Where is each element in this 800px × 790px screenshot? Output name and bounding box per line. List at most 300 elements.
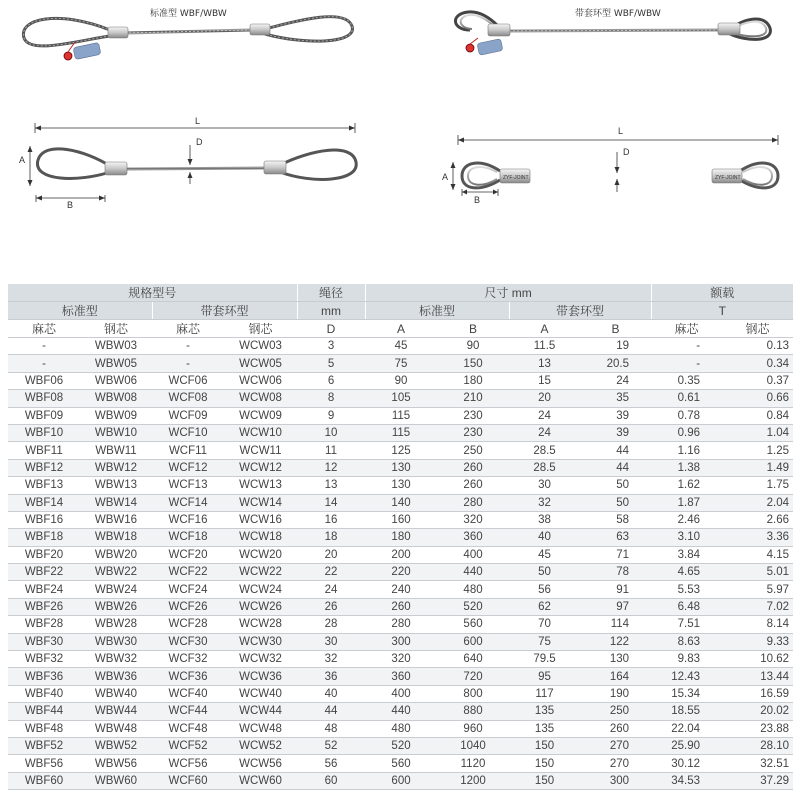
thimble-B-cell: 130: [580, 651, 651, 668]
thimble-hemp-model-cell: WCF14: [152, 494, 224, 511]
steel-model-cell: WBW30: [80, 633, 152, 650]
steel-model-cell: WBW32: [80, 651, 152, 668]
header-T: T: [651, 302, 793, 320]
header-mm: mm: [297, 302, 365, 320]
load-hemp-cell: 34.53: [651, 772, 722, 789]
hemp-model-cell: -: [8, 338, 80, 355]
rope-diameter-cell: 6: [297, 372, 365, 389]
standard-A-cell: 115: [365, 424, 437, 441]
thimble-B-cell: 91: [580, 581, 651, 598]
hemp-model-cell: WBF28: [8, 616, 80, 633]
load-steel-cell: 16.59: [722, 685, 793, 702]
rope-diameter-cell: 9: [297, 407, 365, 424]
rope-diameter-cell: 52: [297, 737, 365, 754]
hemp-model-cell: WBF20: [8, 546, 80, 563]
hemp-model-cell: WBF48: [8, 720, 80, 737]
table-row: [8, 529, 793, 546]
rope-diameter-cell: 30: [297, 633, 365, 650]
steel-model-cell: WBW06: [80, 372, 152, 389]
thimble-B-cell: 270: [580, 755, 651, 772]
hemp-model-cell: WBF09: [8, 407, 80, 424]
header-load-steel: 钢芯: [722, 320, 793, 338]
load-steel-cell: 0.34: [722, 355, 793, 372]
rope-diameter-cell: 10: [297, 424, 365, 441]
steel-model-cell: WBW52: [80, 737, 152, 754]
load-steel-cell: 5.01: [722, 564, 793, 581]
rope-diameter-cell: 12: [297, 459, 365, 476]
hemp-model-cell: WBF36: [8, 668, 80, 685]
hemp-model-cell: WBF32: [8, 651, 80, 668]
thimble-steel-model-cell: WCW40: [224, 685, 297, 702]
steel-model-cell: WBW56: [80, 755, 152, 772]
table-row: [8, 581, 793, 598]
table-row: [8, 772, 793, 789]
standard-B-cell: 640: [437, 651, 509, 668]
rope-diameter-cell: 18: [297, 529, 365, 546]
thimble-B-cell: 63: [580, 529, 651, 546]
steel-model-cell: WBW10: [80, 424, 152, 441]
standard-B-cell: 880: [437, 703, 509, 720]
load-hemp-cell: 7.51: [651, 616, 722, 633]
load-steel-cell: 0.66: [722, 390, 793, 407]
thimble-hemp-model-cell: WCF20: [152, 546, 224, 563]
load-steel-cell: 5.97: [722, 581, 793, 598]
standard-A-cell: 90: [365, 372, 437, 389]
thimble-A-cell: 28.5: [509, 459, 580, 476]
header-standard: 标准型: [8, 302, 152, 320]
steel-model-cell: WBW03: [80, 338, 152, 355]
thimble-B-cell: 164: [580, 668, 651, 685]
standard-A-cell: 130: [365, 459, 437, 476]
standard-B-cell: 180: [437, 372, 509, 389]
rope-diameter-cell: 13: [297, 477, 365, 494]
thimble-steel-model-cell: WCW48: [224, 720, 297, 737]
table-row: [8, 372, 793, 389]
header-D: D: [297, 320, 365, 338]
standard-B-cell: 720: [437, 668, 509, 685]
thimble-hemp-model-cell: -: [152, 355, 224, 372]
thimble-steel-model-cell: WCW44: [224, 703, 297, 720]
header-row-2: [8, 302, 793, 320]
thimble-steel-model-cell: WCW30: [224, 633, 297, 650]
standard-A-cell: 130: [365, 477, 437, 494]
header-steel: 钢芯: [80, 320, 152, 338]
spec-table: [8, 284, 793, 790]
dim-B-right: B: [474, 195, 481, 205]
thimble-A-cell: 150: [509, 737, 580, 754]
load-hemp-cell: 4.65: [651, 564, 722, 581]
thimble-steel-model-cell: WCW22: [224, 564, 297, 581]
load-hemp-cell: 18.55: [651, 703, 722, 720]
standard-B-cell: 520: [437, 598, 509, 615]
load-hemp-cell: 15.34: [651, 685, 722, 702]
thimble-A-cell: 30: [509, 477, 580, 494]
steel-model-cell: WBW20: [80, 546, 152, 563]
thimble-B-cell: 270: [580, 737, 651, 754]
thimble-A-cell: 79.5: [509, 651, 580, 668]
load-steel-cell: 1.04: [722, 424, 793, 441]
load-hemp-cell: 0.96: [651, 424, 722, 441]
thimble-hemp-model-cell: WCF30: [152, 633, 224, 650]
rope-diameter-cell: 24: [297, 581, 365, 598]
header-load-hemp: 麻芯: [651, 320, 722, 338]
load-hemp-cell: 22.04: [651, 720, 722, 737]
standard-A-cell: 240: [365, 581, 437, 598]
standard-B-cell: 480: [437, 581, 509, 598]
thimble-hemp-model-cell: WCF18: [152, 529, 224, 546]
load-hemp-cell: 8.63: [651, 633, 722, 650]
thimble-hemp-model-cell: WCF32: [152, 651, 224, 668]
standard-B-cell: 320: [437, 511, 509, 528]
hemp-model-cell: WBF24: [8, 581, 80, 598]
standard-B-cell: 260: [437, 459, 509, 476]
thimble-steel-model-cell: WCW14: [224, 494, 297, 511]
table-row: [8, 355, 793, 372]
standard-A-cell: 300: [365, 633, 437, 650]
thimble-steel-model-cell: WCW10: [224, 424, 297, 441]
header-B: B: [437, 320, 509, 338]
figures-area: [0, 0, 800, 285]
load-hemp-cell: 1.87: [651, 494, 722, 511]
load-hemp-cell: 0.78: [651, 407, 722, 424]
load-hemp-cell: 0.35: [651, 372, 722, 389]
thimble-B-cell: 44: [580, 459, 651, 476]
steel-model-cell: WBW26: [80, 598, 152, 615]
table-row: [8, 390, 793, 407]
standard-A-cell: 75: [365, 355, 437, 372]
standard-B-cell: 800: [437, 685, 509, 702]
standard-A-cell: 115: [365, 407, 437, 424]
standard-B-cell: 210: [437, 390, 509, 407]
standard-A-cell: 105: [365, 390, 437, 407]
table-row: [8, 651, 793, 668]
thimble-A-cell: 150: [509, 772, 580, 789]
steel-model-cell: WBW24: [80, 581, 152, 598]
hemp-model-cell: WBF16: [8, 511, 80, 528]
load-steel-cell: 23.88: [722, 720, 793, 737]
thimble-steel-model-cell: WCW24: [224, 581, 297, 598]
load-steel-cell: 4.15: [722, 546, 793, 563]
dim-B-left: B: [67, 200, 74, 210]
hemp-model-cell: WBF44: [8, 703, 80, 720]
spec-table-body: [8, 338, 793, 790]
thimble-sling-photo: [455, 12, 770, 55]
standard-B-cell: 360: [437, 529, 509, 546]
standard-B-cell: 1040: [437, 737, 509, 754]
thimble-steel-model-cell: WCW12: [224, 459, 297, 476]
load-hemp-cell: 5.53: [651, 581, 722, 598]
thimble-B-cell: 250: [580, 703, 651, 720]
header-A-thimble: A: [509, 320, 580, 338]
load-steel-cell: 0.37: [722, 372, 793, 389]
steel-model-cell: WBW44: [80, 703, 152, 720]
thimble-steel-model-cell: WCW28: [224, 616, 297, 633]
hemp-model-cell: WBF08: [8, 390, 80, 407]
hemp-model-cell: WBF11: [8, 442, 80, 459]
load-steel-cell: 0.13: [722, 338, 793, 355]
thimble-B-cell: 71: [580, 546, 651, 563]
steel-model-cell: WBW28: [80, 616, 152, 633]
thimble-A-cell: 50: [509, 564, 580, 581]
load-steel-cell: 32.51: [722, 755, 793, 772]
standard-B-cell: 260: [437, 477, 509, 494]
standard-B-cell: 560: [437, 616, 509, 633]
standard-A-cell: 320: [365, 651, 437, 668]
standard-A-cell: 160: [365, 511, 437, 528]
load-steel-cell: 1.75: [722, 477, 793, 494]
thimble-A-cell: 117: [509, 685, 580, 702]
rope-diameter-cell: 44: [297, 703, 365, 720]
steel-model-cell: WBW16: [80, 511, 152, 528]
steel-model-cell: WBW48: [80, 720, 152, 737]
hemp-model-cell: WBF60: [8, 772, 80, 789]
dim-D-right: D: [623, 147, 630, 157]
table-row: [8, 720, 793, 737]
steel-model-cell: WBW11: [80, 442, 152, 459]
table-row: [8, 407, 793, 424]
load-hemp-cell: 1.16: [651, 442, 722, 459]
steel-model-cell: WBW09: [80, 407, 152, 424]
standard-B-cell: 90: [437, 338, 509, 355]
rope-diameter-cell: 60: [297, 772, 365, 789]
thimble-B-cell: 190: [580, 685, 651, 702]
standard-A-cell: 400: [365, 685, 437, 702]
thimble-B-cell: 300: [580, 772, 651, 789]
load-steel-cell: 3.36: [722, 529, 793, 546]
steel-model-cell: WBW08: [80, 390, 152, 407]
thimble-steel-model-cell: WCW36: [224, 668, 297, 685]
thimble-steel-model-cell: WCW18: [224, 529, 297, 546]
table-row: [8, 633, 793, 650]
thimble-hemp-model-cell: WCF36: [152, 668, 224, 685]
thimble-B-cell: 24: [580, 372, 651, 389]
steel-model-cell: WBW13: [80, 477, 152, 494]
dim-L-left: L: [195, 116, 201, 126]
header-hemp-thimble: 麻芯: [152, 320, 224, 338]
standard-B-cell: 150: [437, 355, 509, 372]
load-steel-cell: 1.49: [722, 459, 793, 476]
thimble-A-cell: 56: [509, 581, 580, 598]
standard-type-label: 标准型 WBF/WBW: [150, 9, 227, 19]
rope-diameter-cell: 26: [297, 598, 365, 615]
load-steel-cell: 28.10: [722, 737, 793, 754]
rope-diameter-cell: 14: [297, 494, 365, 511]
thimble-A-cell: 15: [509, 372, 580, 389]
standard-B-cell: 250: [437, 442, 509, 459]
steel-model-cell: WBW60: [80, 772, 152, 789]
thimble-steel-model-cell: WCW06: [224, 372, 297, 389]
thimble-A-cell: 95: [509, 668, 580, 685]
load-steel-cell: 7.02: [722, 598, 793, 615]
load-steel-cell: 37.29: [722, 772, 793, 789]
thimble-hemp-model-cell: WCF40: [152, 685, 224, 702]
thimble-hemp-model-cell: WCF52: [152, 737, 224, 754]
thimble-A-cell: 40: [509, 529, 580, 546]
thimble-steel-model-cell: WCW08: [224, 390, 297, 407]
thimble-B-cell: 19: [580, 338, 651, 355]
table-row: [8, 737, 793, 754]
hemp-model-cell: WBF52: [8, 737, 80, 754]
table-row: [8, 511, 793, 528]
sleeve-mark-left: ZYF-JOINT: [503, 175, 529, 181]
standard-A-cell: 440: [365, 703, 437, 720]
rope-diameter-cell: 5: [297, 355, 365, 372]
load-steel-cell: 8.14: [722, 616, 793, 633]
load-hemp-cell: 3.10: [651, 529, 722, 546]
thimble-A-cell: 24: [509, 424, 580, 441]
rope-diameter-cell: 28: [297, 616, 365, 633]
hemp-model-cell: WBF30: [8, 633, 80, 650]
load-hemp-cell: -: [651, 338, 722, 355]
dim-D-left: D: [196, 137, 203, 147]
thimble-hemp-model-cell: WCF26: [152, 598, 224, 615]
rope-diameter-cell: 40: [297, 685, 365, 702]
load-hemp-cell: -: [651, 355, 722, 372]
steel-model-cell: WBW22: [80, 564, 152, 581]
thimble-A-cell: 45: [509, 546, 580, 563]
header-hemp: 麻芯: [8, 320, 80, 338]
steel-model-cell: WBW18: [80, 529, 152, 546]
thimble-hemp-model-cell: WCF06: [152, 372, 224, 389]
load-steel-cell: 1.25: [722, 442, 793, 459]
thimble-steel-model-cell: WCW26: [224, 598, 297, 615]
table-row: [8, 477, 793, 494]
thimble-A-cell: 75: [509, 633, 580, 650]
standard-A-cell: 125: [365, 442, 437, 459]
standard-B-cell: 440: [437, 564, 509, 581]
thimble-B-cell: 39: [580, 424, 651, 441]
rope-diameter-cell: 22: [297, 564, 365, 581]
standard-sling-photo: [23, 17, 352, 60]
table-row: [8, 459, 793, 476]
thimble-A-cell: 150: [509, 755, 580, 772]
thimble-B-cell: 50: [580, 494, 651, 511]
steel-model-cell: WBW14: [80, 494, 152, 511]
thimble-A-cell: 62: [509, 598, 580, 615]
thimble-steel-model-cell: WCW09: [224, 407, 297, 424]
header-A: A: [365, 320, 437, 338]
standard-A-cell: 280: [365, 616, 437, 633]
header-size-standard: 标准型: [365, 302, 509, 320]
thimble-B-cell: 260: [580, 720, 651, 737]
dim-L-right: L: [618, 126, 624, 136]
rope-diameter-cell: 36: [297, 668, 365, 685]
steel-model-cell: WBW40: [80, 685, 152, 702]
standard-A-cell: 480: [365, 720, 437, 737]
load-steel-cell: 9.33: [722, 633, 793, 650]
standard-A-cell: 560: [365, 755, 437, 772]
load-hemp-cell: 12.43: [651, 668, 722, 685]
thimble-dimension-drawing: [442, 126, 778, 205]
thimble-hemp-model-cell: WCF16: [152, 511, 224, 528]
steel-model-cell: WBW05: [80, 355, 152, 372]
rope-diameter-cell: 3: [297, 338, 365, 355]
standard-B-cell: 230: [437, 407, 509, 424]
load-hemp-cell: 6.48: [651, 598, 722, 615]
load-steel-cell: 20.02: [722, 703, 793, 720]
thimble-steel-model-cell: WCW05: [224, 355, 297, 372]
thimble-A-cell: 13: [509, 355, 580, 372]
dim-A-left: A: [19, 155, 26, 165]
thimble-steel-model-cell: WCW11: [224, 442, 297, 459]
thimble-hemp-model-cell: WCF09: [152, 407, 224, 424]
load-steel-cell: 2.04: [722, 494, 793, 511]
thimble-B-cell: 114: [580, 616, 651, 633]
load-hemp-cell: 9.83: [651, 651, 722, 668]
thimble-B-cell: 39: [580, 407, 651, 424]
load-steel-cell: 0.84: [722, 407, 793, 424]
thimble-type-label: 带套环型 WBF/WBW: [575, 9, 661, 19]
thimble-hemp-model-cell: WCF28: [152, 616, 224, 633]
thimble-A-cell: 11.5: [509, 338, 580, 355]
thimble-A-cell: 24: [509, 407, 580, 424]
table-row: [8, 598, 793, 615]
standard-dimension-drawing: [19, 116, 356, 210]
thimble-hemp-model-cell: WCF10: [152, 424, 224, 441]
thimble-hemp-model-cell: WCF48: [152, 720, 224, 737]
hemp-model-cell: WBF13: [8, 477, 80, 494]
table-row: [8, 685, 793, 702]
thimble-B-cell: 97: [580, 598, 651, 615]
thimble-hemp-model-cell: WCF11: [152, 442, 224, 459]
thimble-B-cell: 122: [580, 633, 651, 650]
hemp-model-cell: -: [8, 355, 80, 372]
standard-A-cell: 180: [365, 529, 437, 546]
load-hemp-cell: 25.90: [651, 737, 722, 754]
header-rope: 绳径: [297, 284, 365, 302]
thimble-steel-model-cell: WCW20: [224, 546, 297, 563]
header-size: 尺寸 mm: [365, 284, 651, 302]
header-spec: 规格型号: [8, 284, 297, 302]
rope-diameter-cell: 48: [297, 720, 365, 737]
table-row: [8, 703, 793, 720]
steel-model-cell: WBW12: [80, 459, 152, 476]
table-row: [8, 442, 793, 459]
header-row-1: [8, 284, 793, 302]
dim-A-right: A: [442, 172, 449, 182]
thimble-B-cell: 20.5: [580, 355, 651, 372]
standard-B-cell: 1120: [437, 755, 509, 772]
table-row: [8, 616, 793, 633]
load-hemp-cell: 30.12: [651, 755, 722, 772]
thimble-hemp-model-cell: WCF24: [152, 581, 224, 598]
thimble-A-cell: 135: [509, 703, 580, 720]
table-row: [8, 338, 793, 355]
thimble-B-cell: 78: [580, 564, 651, 581]
table-row: [8, 564, 793, 581]
hemp-model-cell: WBF12: [8, 459, 80, 476]
standard-B-cell: 280: [437, 494, 509, 511]
rope-diameter-cell: 11: [297, 442, 365, 459]
sling-drawings: [0, 0, 800, 285]
hemp-model-cell: WBF10: [8, 424, 80, 441]
load-hemp-cell: 3.84: [651, 546, 722, 563]
standard-A-cell: 140: [365, 494, 437, 511]
standard-A-cell: 600: [365, 772, 437, 789]
hemp-model-cell: WBF26: [8, 598, 80, 615]
thimble-A-cell: 70: [509, 616, 580, 633]
standard-A-cell: 45: [365, 338, 437, 355]
rope-diameter-cell: 20: [297, 546, 365, 563]
rope-diameter-cell: 56: [297, 755, 365, 772]
table-row: [8, 668, 793, 685]
thimble-A-cell: 32: [509, 494, 580, 511]
thimble-hemp-model-cell: WCF22: [152, 564, 224, 581]
table-row: [8, 424, 793, 441]
thimble-A-cell: 135: [509, 720, 580, 737]
standard-A-cell: 220: [365, 564, 437, 581]
thimble-hemp-model-cell: -: [152, 338, 224, 355]
